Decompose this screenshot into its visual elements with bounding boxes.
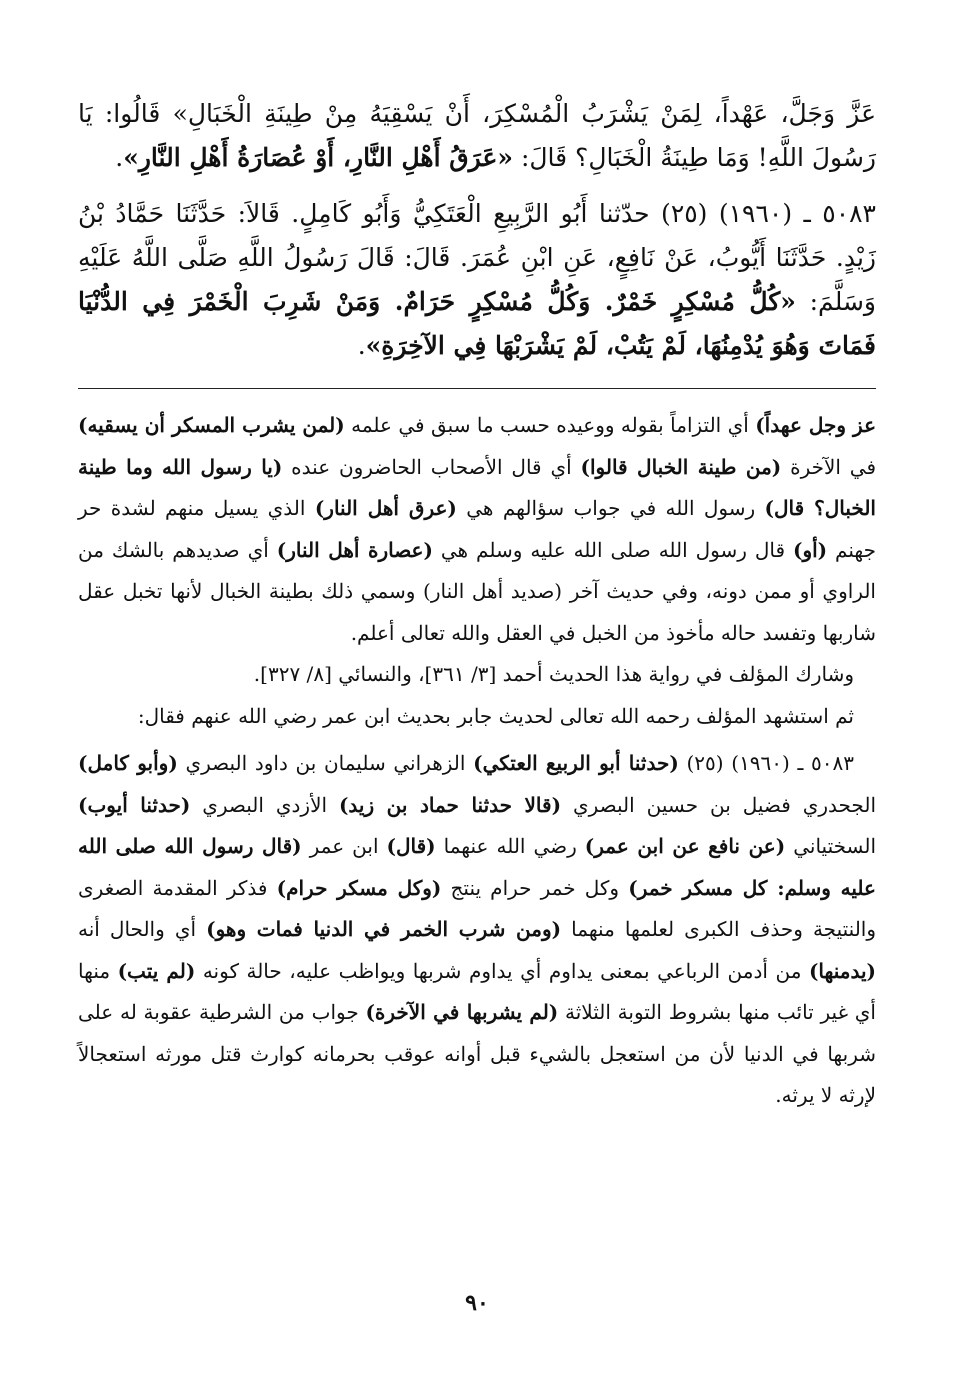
commentary-text: ٥٠٨٣ ـ (١٩٦٠) (٢٥) (678, 751, 854, 775)
commentary-lemma: (قالا حدثنا حماد بن زيد) (338, 792, 562, 817)
commentary-text: رسول الله في جواب سؤالهم هي (456, 496, 765, 520)
commentary-lemma: (لم يشربها في الآخرة) (365, 1000, 559, 1024)
commentary-text: أي صديدهم بالشك من الراوي أو ممن دونه، وفي حديث آخر (صديد أهل النار) وسمي ذلك بطينة الخبال لأنها تخبل عقل شاربها وتفسد حاله مأخوذ من الخبل في العقل والله تعالى أعلم. (78, 537, 876, 645)
hadith-isnad: ٥٠٨٣ ـ (١٩٦٠) (٢٥) حدّثنا أَبُو الرَّبِيعِ الْعَتَكِيُّ وَأَبُو كَامِلٍ. قَالاَ: حَدَّثَنَا حَمَّادُ بْنُ زَيْدٍ. حَدَّثَنَا أَيُّوبُ، عَنْ نَافِعٍ، عَنِ ابْنِ عُمَرَ. قَالَ: قَالَ رَسُولُ اللَّهِ صَلَّى اللَّهُ عَلَيْهِ وَسَلَّمَ: (78, 199, 876, 316)
commentary-lemma: (من طينة الخبال قالوا) (580, 454, 782, 479)
commentary-lemma: (حدثنا أبو الربيع العتكي) (473, 751, 679, 775)
commentary-paragraph-2: وشارك المؤلف في رواية هذا الحديث أحمد [٣/ ٣٦١]، والنسائي [٨/ ٣٢٧]. (253, 662, 854, 686)
commentary-lemma: (وأبو كامل) (78, 751, 178, 775)
commentary-text: ابن عمر (301, 834, 387, 858)
commentary-lemma: (يدمنها) (808, 958, 876, 983)
commentary-lemma: (ومن شرب الخمر في الدنيا فمات وهو) (206, 917, 562, 941)
commentary-lemma: (قال رسول الله صلى الله عليه وسلم: كل مسكر خمر) (78, 834, 876, 900)
commentary-text: منها أي غير تائب منها بشروط التوبة الثلاثة (78, 958, 876, 1024)
commentary-text: من أدمن الرباعي بمعنى يداوم أي يداوم شربها ويواظب عليه، حالة كونه (195, 958, 809, 983)
hadith-5083 (78, 192, 876, 368)
commentary-lemma: (لم يتب) (117, 958, 196, 983)
hadith-text: عَزَّ وَجَلَّ، عَهْداً، لِمَنْ يَشْرَبُ الْمُسْكِرَ، أَنْ يَسْقِيَهُ مِنْ طِينَةِ الْخَبَالِ» قَالُوا: يَا رَسُولَ اللَّهِ! وَمَا طِينَةُ الْخَبَالِ؟ قَالَ: (78, 99, 876, 172)
commentary-text: فذكر المقدمة الصغرى والنتيجة وحذف الكبرى لعلمها منهما (78, 875, 876, 941)
commentary-paragraph-3: ثم استشهد المؤلف رحمه الله تعالى لحديث جابر بحديث ابن عمر رضي الله عنهم فقال: (137, 703, 854, 728)
commentary-text: الجحدري فضيل بن حسين البصري (561, 792, 876, 817)
commentary-text: الزهراني سليمان بن داود البصري (177, 751, 474, 775)
page-body (78, 92, 876, 1117)
commentary-paragraph-1 (78, 405, 876, 654)
commentary-lemma: (عصارة أهل النار) (276, 537, 433, 562)
commentary-text: جواب من الشرطية عقوبة له على شربها في الدنيا لأن من استعجل بالشيء قبل أوانه عوقب بحرمانه كوارث قتل مورثه استعجالاً لإرثه لا يرثه. (78, 1000, 876, 1107)
commentary-lemma: عز وجل عهداً) (755, 413, 877, 437)
commentary-lemma: (عن نافع عن ابن عمر) (584, 834, 786, 858)
commentary-text: رضي الله عنهما (435, 834, 585, 858)
commentary-text: الأزدي البصري (190, 792, 339, 817)
hadith-text: . (115, 143, 124, 172)
commentary-lemma: (عرق أهل النار) (314, 496, 457, 520)
commentary-lemma: (لمن يشرب المسكر أن يسقيه) (78, 413, 345, 437)
hadith-quote: «عَرَقُ أَهْلِ النَّارِ، أَوْ عُصَارَةُ أَهْلِ النَّارِ» (123, 143, 513, 172)
commentary-lemma: (حدثنا أيوب) (78, 792, 191, 817)
commentary-text: أي قال الأصحاب الحاضرون عنده (282, 454, 581, 479)
commentary-lemma: (يا رسول الله وما طينة الخبال؟ قال) (78, 454, 876, 520)
section-divider (78, 388, 876, 389)
page-number: ٩٠ (465, 1290, 489, 1316)
hadith-matn: «كُلُّ مُسْكِرٍ خَمْرٌ. وَكُلُّ مُسْكِرٍ حَرَامٌ. وَمَنْ شَرِبَ الْخَمْرَ فِي الدُّنْيَا فَمَاتَ وَهُوَ يُدْمِنُهَا، لَمْ يَتُبْ، لَمْ يَشْرَبْهَا فِي الآخِرَةِ» (78, 287, 876, 360)
commentary-text: وكل خمر حرام ينتج (441, 875, 629, 900)
commentary-paragraph-4 (78, 743, 876, 1117)
commentary-text: أي والحال أنه (78, 917, 207, 941)
commentary-text: السختياني (785, 834, 877, 858)
commentary-text: أي التزاماً بقوله ووعيده حسب ما سبق في علمه (344, 413, 756, 437)
commentary-text: قال رسول الله صلى الله عليه وسلم هي (432, 537, 793, 562)
commentary-text: الذي يسيل منهم لشدة حر جهنم (78, 496, 876, 562)
commentary-lemma: (قال) (386, 834, 436, 858)
hadith-text-continuation (78, 92, 876, 180)
hadith-text: . (357, 331, 366, 360)
commentary-lemma: (أو) (792, 537, 828, 562)
commentary-lemma: (وكل مسكر حرام) (276, 875, 442, 900)
commentary-text: في الآخرة (781, 454, 877, 479)
